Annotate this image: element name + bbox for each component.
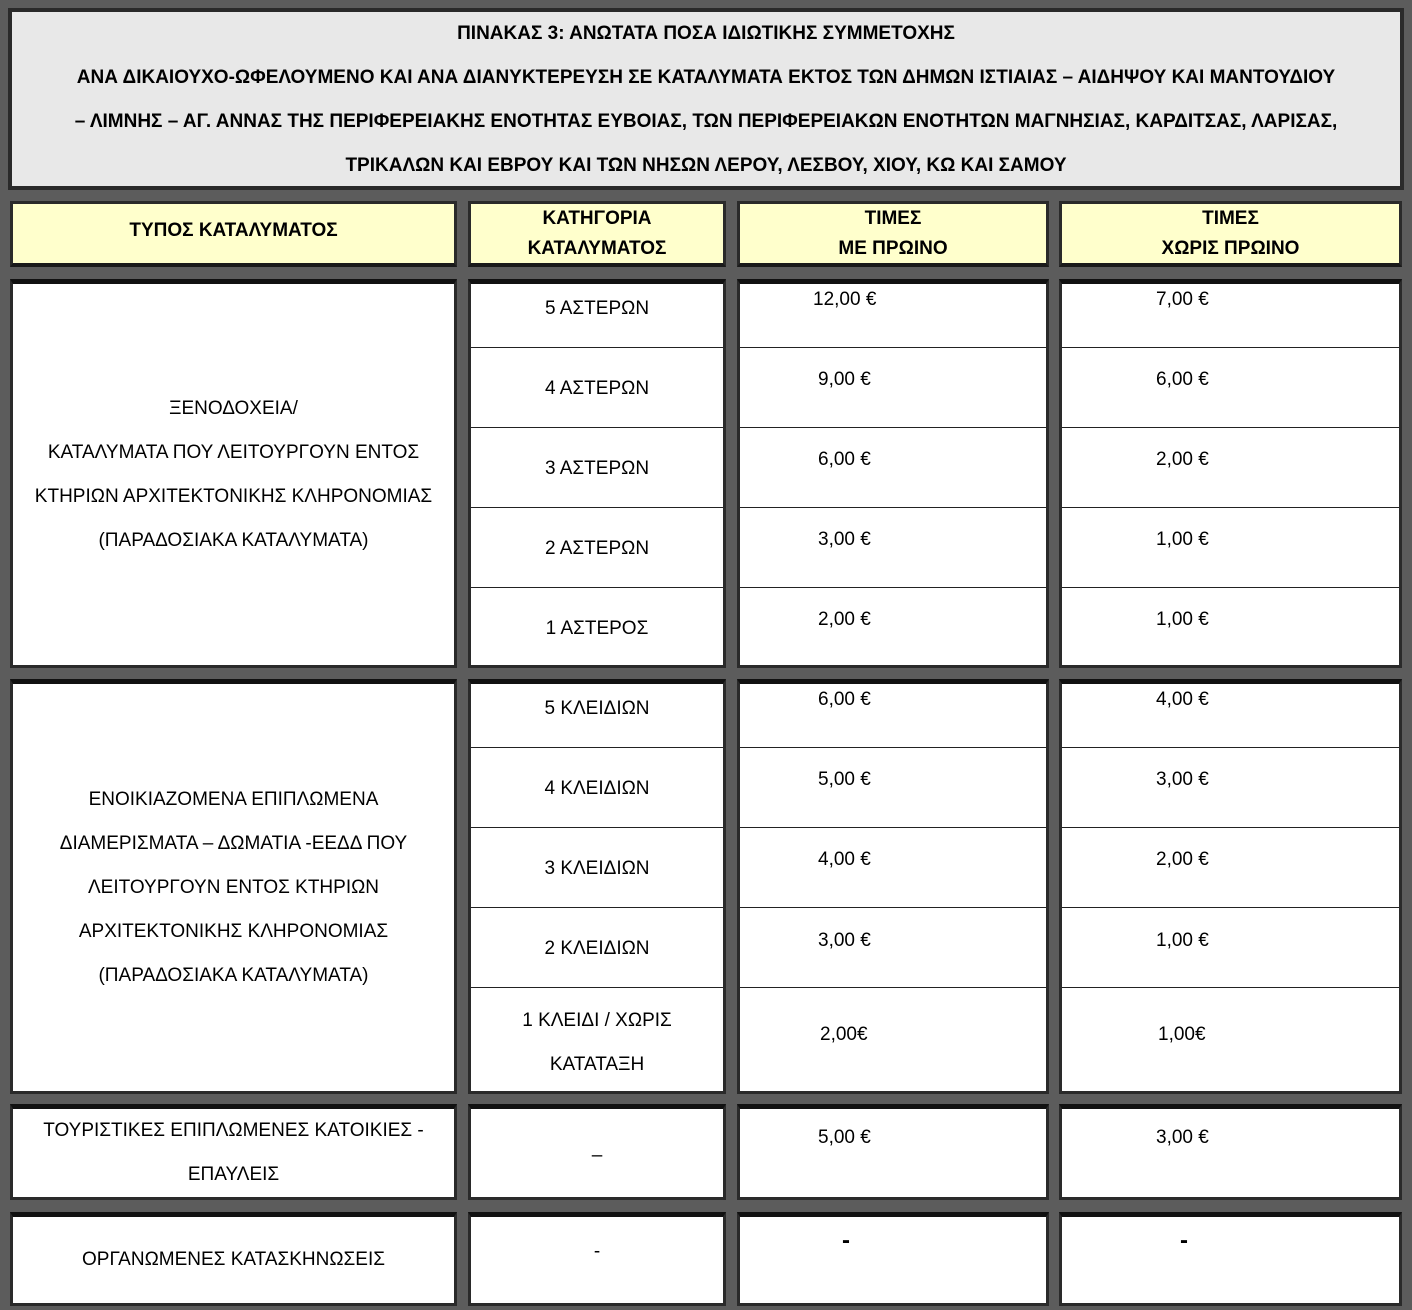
- category-cell: 5 ΚΛΕΙΔΙΩΝ: [544, 698, 650, 719]
- category-cell: 2 ΑΣΤΕΡΩΝ: [544, 538, 650, 559]
- group-camping-type: [10, 1212, 457, 1306]
- group-hotels-categories: [468, 279, 726, 668]
- category-cell: 1 ΚΛΕΙΔΙ / ΧΩΡΙΣ: [522, 1010, 672, 1031]
- group-apartments-line: (ΠΑΡΑΔΟΣΙΑΚΑ ΚΑΤΑΛΥΜΑΤΑ): [98, 964, 369, 986]
- header-without-line-1: ΤΙΜΕΣ: [1202, 207, 1259, 229]
- header-type: [10, 201, 457, 267]
- group-villas-line: ΤΟΥΡΙΣΤΙΚΕΣ ΕΠΙΠΛΩΜΕΝΕΣ ΚΑΤΟΙΚΙΕΣ -: [43, 1120, 424, 1141]
- header-with-line-1: ΤΙΜΕΣ: [864, 207, 922, 229]
- price-without-cell: 4,00 €: [1156, 689, 1209, 710]
- group-apartments-line: ΔΙΑΜΕΡΙΣΜΑΤΑ – ΔΩΜΑΤΙΑ -ΕΕΔΔ ΠΟΥ: [59, 832, 408, 854]
- category-cell: -: [593, 1241, 601, 1262]
- group-villas-without-breakfast: [1059, 1104, 1402, 1200]
- price-with-cell: -: [842, 1227, 850, 1254]
- group-hotels-line: (ΠΑΡΑΔΟΣΙΑΚΑ ΚΑΤΑΛΥΜΑΤΑ): [98, 529, 369, 551]
- category-cell: 4 ΑΣΤΕΡΩΝ: [544, 378, 650, 399]
- group-hotels-line: ΚΑΤΑΛΥΜΑΤΑ ΠΟΥ ΛΕΙΤΟΥΡΓΟΥΝ ΕΝΤΟΣ: [47, 441, 420, 463]
- header-category: [468, 201, 726, 267]
- price-with-cell: 3,00 €: [818, 930, 871, 951]
- group-apartments-line: ΛΕΙΤΟΥΡΓΟΥΝ ΕΝΤΟΣ ΚΤΗΡΙΩΝ: [87, 876, 380, 898]
- price-with-cell: 2,00 €: [818, 609, 871, 630]
- price-without-cell: 2,00 €: [1156, 449, 1209, 470]
- header-category-line-1: ΚΑΤΗΓΟΡΙΑ: [542, 207, 652, 229]
- category-cell: 2 ΚΛΕΙΔΙΩΝ: [544, 938, 650, 959]
- category-cell: 3 ΑΣΤΕΡΩΝ: [544, 458, 650, 479]
- category-cell: 5 ΑΣΤΕΡΩΝ: [544, 298, 650, 319]
- header-without-breakfast: [1059, 201, 1402, 267]
- group-camping-without-breakfast: [1059, 1212, 1402, 1306]
- group-apartments-without-breakfast: [1059, 679, 1402, 1094]
- category-cell: –: [591, 1145, 603, 1166]
- header-type-label: ΤΥΠΟΣ ΚΑΤΑΛΥΜΑΤΟΣ: [129, 220, 338, 241]
- group-villas-type: [10, 1104, 457, 1200]
- header-with-breakfast: [737, 201, 1049, 267]
- group-hotels-line: ΚΤΗΡΙΩΝ ΑΡΧΙΤΕΚΤΟΝΙΚΗΣ ΚΛΗΡΟΝΟΜΙΑΣ: [34, 485, 433, 507]
- group-apartments-categories: [468, 679, 726, 1094]
- group-apartments-with-breakfast: [737, 679, 1049, 1094]
- category-cell: 3 ΚΛΕΙΔΙΩΝ: [544, 858, 650, 879]
- price-with-cell: 9,00 €: [818, 369, 871, 390]
- group-camping-with-breakfast: [737, 1212, 1049, 1306]
- group-apartments-type: [10, 679, 457, 1094]
- header-with-line-2: ΜΕ ΠΡΩΙΝΟ: [838, 237, 948, 259]
- price-without-cell: -: [1180, 1227, 1188, 1254]
- price-without-cell: 1,00 €: [1156, 529, 1209, 550]
- price-without-cell: 7,00 €: [1156, 289, 1209, 310]
- price-with-cell: 6,00 €: [818, 449, 871, 470]
- category-cell: 4 ΚΛΕΙΔΙΩΝ: [544, 778, 650, 799]
- group-hotels-line: ΞΕΝΟΔΟΧΕΙΑ/: [169, 397, 298, 419]
- price-with-cell: 12,00 €: [813, 289, 877, 310]
- price-with-cell: 4,00 €: [818, 849, 871, 870]
- price-without-cell: 1,00 €: [1156, 930, 1209, 951]
- group-villas-with-breakfast: [737, 1104, 1049, 1200]
- price-without-cell: 6,00 €: [1156, 369, 1209, 390]
- price-without-cell: 1,00€: [1158, 1024, 1206, 1045]
- group-villas-category: [468, 1104, 726, 1200]
- price-with-cell: 6,00 €: [818, 689, 871, 710]
- price-with-cell: 5,00 €: [818, 769, 871, 790]
- price-without-cell: 3,00 €: [1156, 769, 1209, 790]
- price-without-cell: 3,00 €: [1156, 1127, 1209, 1148]
- group-camping-category: [468, 1212, 726, 1306]
- price-with-cell: 2,00€: [820, 1024, 868, 1045]
- group-apartments-line: ΕΝΟΙΚΙΑΖΟΜΕΝΑ ΕΠΙΠΛΩΜΕΝΑ: [88, 788, 379, 810]
- group-hotels-without-breakfast: [1059, 279, 1402, 668]
- group-hotels-type: [10, 279, 457, 668]
- header-without-line-2: ΧΩΡΙΣ ΠΡΩΙΝΟ: [1161, 237, 1300, 259]
- title-line-3: – ΛΙΜΝΗΣ – ΑΓ. ΑΝΝΑΣ ΤΗΣ ΠΕΡΙΦΕΡΕΙΑΚΗΣ ΕΝΟΤΗΤΑΣ ΕΥΒΟΙΑΣ, ΤΩΝ ΠΕΡΙΦΕΡΕΙΑΚΩΝ ΕΝΟΤΗΤΩΝ ΜΑΓΝΗΣΙΑΣ, ΚΑΡΔΙΤΣΑΣ, ΛΑΡΙΣΑΣ,: [74, 111, 1338, 132]
- table-title: [8, 8, 1404, 190]
- group-camping-label: ΟΡΓΑΝΩΜΕΝΕΣ ΚΑΤΑΣΚΗΝΩΣΕΙΣ: [82, 1249, 385, 1270]
- category-cell: ΚΑΤΑΤΑΞΗ: [549, 1054, 645, 1075]
- category-cell: 1 ΑΣΤΕΡΟΣ: [545, 618, 649, 639]
- price-without-cell: 2,00 €: [1156, 849, 1209, 870]
- price-without-cell: 1,00 €: [1156, 609, 1209, 630]
- group-villas-line: ΕΠΑΥΛΕΙΣ: [187, 1164, 280, 1185]
- title-line-1: ΠΙΝΑΚΑΣ 3: ΑΝΩΤΑΤΑ ΠΟΣΑ ΙΔΙΩΤΙΚΗΣ ΣΥΜΜΕΤΟΧΗΣ: [457, 23, 955, 44]
- price-with-cell: 3,00 €: [818, 529, 871, 550]
- group-hotels-with-breakfast: [737, 279, 1049, 668]
- header-category-line-2: ΚΑΤΑΛΥΜΑΤΟΣ: [527, 237, 667, 259]
- group-apartments-line: ΑΡΧΙΤΕΚΤΟΝΙΚΗΣ ΚΛΗΡΟΝΟΜΙΑΣ: [78, 920, 389, 942]
- title-line-4: ΤΡΙΚΑΛΩΝ ΚΑΙ ΕΒΡΟΥ ΚΑΙ ΤΩΝ ΝΗΣΩΝ ΛΕΡΟΥ, ΛΕΣΒΟΥ, ΧΙΟΥ, ΚΩ ΚΑΙ ΣΑΜΟΥ: [345, 155, 1067, 176]
- price-with-cell: 5,00 €: [818, 1127, 871, 1148]
- title-line-2: ΑΝΑ ΔΙΚΑΙΟΥΧΟ-ΩΦΕΛΟΥΜΕΝΟ ΚΑΙ ΑΝΑ ΔΙΑΝΥΚΤΕΡΕΥΣΗ ΣΕ ΚΑΤΑΛΥΜΑΤΑ ΕΚΤΟΣ ΤΩΝ ΔΗΜΩΝ ΙΣΤΙΑΙΑΣ – ΑΙΔΗΨΟΥ ΚΑΙ ΜΑΝΤΟΥΔΙΟΥ: [76, 67, 1336, 88]
